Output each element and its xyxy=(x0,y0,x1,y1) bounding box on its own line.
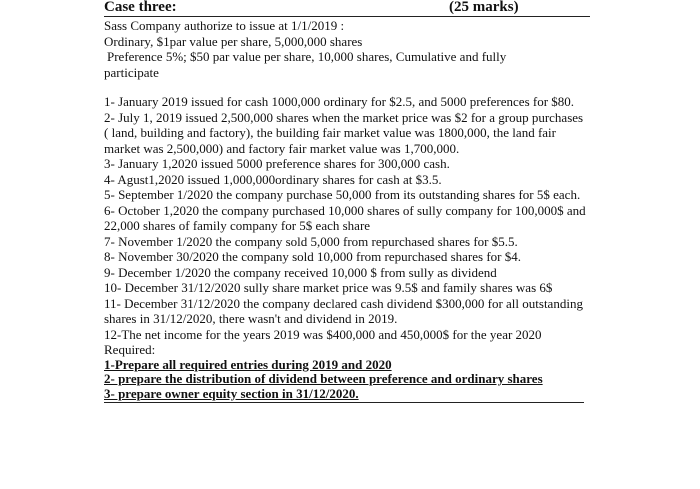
transaction-item: 7- November 1/2020 the company sold 5,000 from repurchased shares for $5.5. xyxy=(104,233,518,249)
requirements-list xyxy=(104,358,584,404)
transaction-item: 10- December 31/12/2020 sully share market price was 9.5$ and family shares was 6$ xyxy=(104,280,553,295)
authorization-line: Sass Company authorize to issue at 1/1/2019 : xyxy=(104,18,345,33)
requirement-item: 3- prepare owner equity section in 31/12/2020. xyxy=(104,385,359,401)
transaction-list xyxy=(104,94,590,342)
preference-shares-line: Preference 5%; $50 par value per share, 10,000 shares, Cumulative and fully xyxy=(107,49,507,64)
requirement-item: 2- prepare the distribution of dividend between preference and ordinary shares xyxy=(104,371,543,386)
transaction-item: 2- July 1, 2019 issued 2,500,000 shares when the market price was $2 for a group purchases ( land, building and factory), the building fair market value was 1800,000, the land fair market was 2,500,000) and factory fair market value was 1,700,000. xyxy=(104,109,584,156)
ordinary-shares-line: Ordinary, $1par value per share, 5,000,000 shares xyxy=(104,33,363,49)
transaction-item: 8- November 30/2020 the company sold 10,000 from repurchased shares for $4. xyxy=(104,249,521,264)
transaction-item: 3- January 1,2020 issued 5000 preference shares for 300,000 cash. xyxy=(104,156,450,171)
transaction-item: 5- September 1/2020 the company purchase 50,000 from its outstanding shares for 5$ each. xyxy=(104,187,581,202)
transaction-item: 6- October 1,2020 the company purchased 10,000 shares of sully company for 100,000$ and 22,000 shares of family company for 5$ each share xyxy=(104,202,586,233)
case-document xyxy=(104,0,590,403)
transaction-item: 11- December 31/12/2020 the company declared cash dividend $300,000 for all outstanding shares in 31/12/2020, there wasn't and dividend in 2019. xyxy=(104,295,583,326)
requirement-item: 1-Prepare all required entries during 2019 and 2020 xyxy=(104,356,392,372)
transaction-item: 12-The net income for the years 2019 was $400,000 and 450,000$ for the year 2020 xyxy=(104,326,542,342)
transaction-item: 9- December 1/2020 the company received 10,000 $ from sully as dividend xyxy=(104,264,497,280)
required-label: Required: xyxy=(104,342,156,357)
transaction-item: 4- Agust1,2020 issued 1,000,000ordinary shares for cash at $3.5. xyxy=(104,171,442,187)
case-title: Case three: xyxy=(104,0,177,15)
preference-shares-line-cont: participate xyxy=(104,64,159,80)
marks-label: (25 marks) xyxy=(449,0,519,15)
authorization-block xyxy=(104,17,590,80)
transaction-item: 1- January 2019 issued for cash 1000,000 ordinary for $2.5, and 5000 preferences for $80. xyxy=(104,94,575,109)
case-header xyxy=(104,0,590,17)
